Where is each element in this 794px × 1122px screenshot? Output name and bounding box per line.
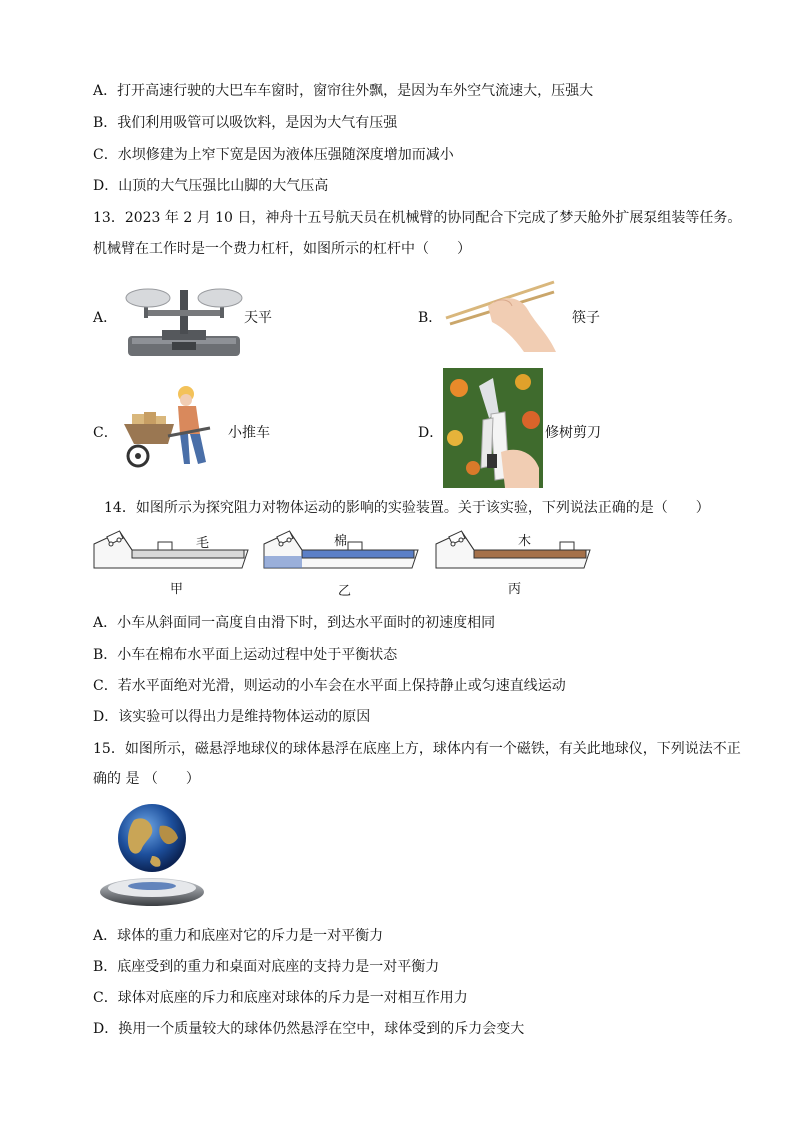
ramp-panel-wood bbox=[434, 528, 592, 574]
block-icon bbox=[560, 542, 574, 550]
q13-option-d-letter: D． bbox=[418, 425, 444, 441]
q13-stem-line2: 机械臂在工作时是一个费力杠杆，如图所示的杠杆中（ ） bbox=[93, 241, 471, 257]
q14-option-c: C．若水平面绝对光滑，则运动的小车会在水平面上保持静止或匀速直线运动 bbox=[93, 678, 566, 694]
q13-option-c-letter: C． bbox=[93, 425, 118, 441]
q12-option-b: B．我们利用吸管可以吸饮料，是因为大气有压强 bbox=[93, 115, 398, 131]
panel-label-jia: 甲 bbox=[170, 582, 184, 597]
block-icon bbox=[348, 542, 362, 550]
q13-option-d-caption: 修树剪刀 bbox=[545, 425, 601, 441]
balance-scale-image bbox=[122, 276, 244, 360]
block-icon bbox=[158, 542, 172, 550]
q14-stem: 14．如图所示为探究阻力对物体运动的影响的实验装置。关于该实验，下列说法正确的是（ ） bbox=[104, 500, 710, 516]
q15-stem-line1: 15．如图所示，磁悬浮地球仪的球体悬浮在底座上方，球体内有一个磁铁，有关此地球仪，下列说法不正 bbox=[93, 741, 741, 757]
q15-option-a: A．球体的重力和底座对它的斥力是一对平衡力 bbox=[93, 928, 384, 944]
q15-stem-line2: 确的 是 （ ） bbox=[93, 771, 200, 787]
q13-option-b-caption: 筷子 bbox=[572, 310, 600, 326]
maglev-globe-image bbox=[98, 798, 208, 910]
q14-option-b: B．小车在棉布水平面上运动过程中处于平衡状态 bbox=[93, 647, 398, 663]
q13-option-a-letter: A． bbox=[93, 310, 118, 326]
q13-option-a-caption: 天平 bbox=[244, 310, 272, 326]
q14-option-d: D．该实验可以得出力是维持物体运动的原因 bbox=[93, 709, 371, 725]
panel-surface-wood: 木 bbox=[518, 534, 532, 549]
q12-option-d: D．山顶的大气压强比山脚的大气压高 bbox=[93, 178, 329, 194]
panel-label-bing: 丙 bbox=[508, 582, 522, 597]
pruning-shears-image bbox=[443, 368, 543, 488]
panel-label-yi: 乙 bbox=[338, 584, 352, 599]
wheelbarrow-image bbox=[118, 384, 218, 472]
q13-option-b-letter: B． bbox=[418, 310, 443, 326]
q14-option-a: A．小车从斜面同一高度自由滑下时，到达水平面时的初速度相同 bbox=[93, 615, 496, 631]
q15-option-b: B．底座受到的重力和桌面对底座的支持力是一对平衡力 bbox=[93, 959, 440, 975]
ramp-panel-fur bbox=[92, 528, 250, 574]
q15-option-d: D．换用一个质量较大的球体仍然悬浮在空中，球体受到的斥力会变大 bbox=[93, 1021, 525, 1037]
panel-surface-fur: 毛 bbox=[196, 536, 210, 551]
panel-surface-cotton: 棉 bbox=[334, 534, 348, 549]
q12-option-a: A．打开高速行驶的大巴车车窗时，窗帘往外飘，是因为车外空气流速大，压强大 bbox=[93, 83, 594, 99]
q13-option-c-caption: 小推车 bbox=[228, 425, 270, 441]
q12-option-c: C．水坝修建为上窄下宽是因为液体压强随深度增加而减小 bbox=[93, 147, 454, 163]
q13-stem-line1: 13．2023 年 2 月 10 日，神舟十五号航天员在机械臂的协同配合下完成了梦天舱外扩展泵组装等任务。 bbox=[93, 210, 742, 226]
chopsticks-image bbox=[444, 276, 558, 354]
q15-option-c: C．球体对底座的斥力和底座对球体的斥力是一对相互作用力 bbox=[93, 990, 468, 1006]
